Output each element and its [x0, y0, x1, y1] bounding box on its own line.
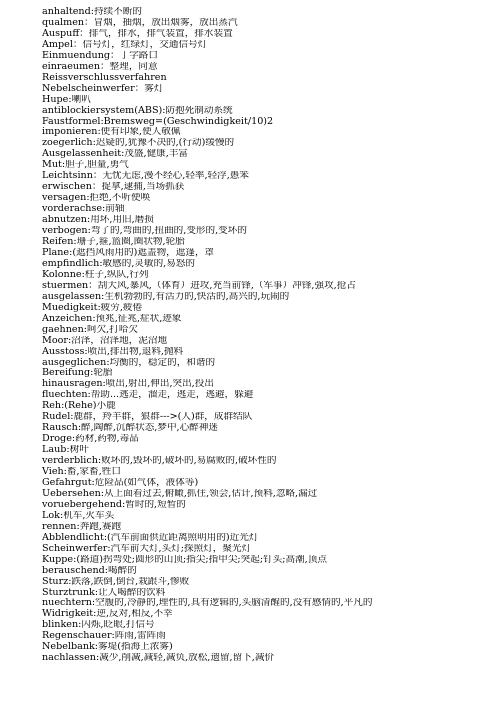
vocab-entry: hinausragen:喷出,射出,伸出,突出,投出	[42, 379, 214, 390]
vocab-entry: antiblockiersystem(ABS):防抱死制动系统	[42, 105, 233, 116]
vocab-entry: Muedigkeit:疲劳,疲倦	[42, 302, 143, 313]
vocab-entry: abnutzen:用坏,用旧,磨损	[42, 215, 154, 226]
vocab-entry: Nebelscheinwerfer：雾灯	[42, 83, 164, 94]
vocab-entry: Ampel：信号灯，红绿灯，交通信号灯	[42, 39, 208, 50]
vocab-entry: einraeumen：整理，同意	[42, 61, 158, 72]
vocab-entry: Moor:沼泽，沼泽地，泥沼地	[42, 335, 168, 346]
vocab-entry: Gefahrgut:危险品(如气体，液体等)	[42, 477, 199, 488]
vocab-entry: qualmen：冒烟，抽烟，放出烟雾，放出蒸汽	[42, 17, 238, 28]
vocab-entry: Einmuendung：丁字路口	[42, 50, 158, 61]
vocab-entry: versagen:拒绝,不听使唤	[42, 193, 151, 204]
vocab-entry: empfindlich:敏感的,灵敏的,易怒的	[42, 258, 195, 269]
vocab-entry: Reh:(Rehe)小鹿	[42, 401, 116, 412]
vocab-entry: Anzeichen:预兆,征兆,症状,迹象	[42, 313, 182, 324]
vocab-entry: rennen:奔跑,赛跑	[42, 521, 122, 532]
vocab-entry: Regenschauer:阵雨,雷阵雨	[42, 631, 166, 642]
vocab-entry: Rudel:鹿群，羚羊群，狼群--->(人)群，成群结队	[42, 412, 253, 423]
vocab-entry: Scheinwerfer:汽车前大灯,头灯;探照灯，聚光灯	[42, 543, 252, 554]
vocab-entry: Reifen:珊子,箍,篮圈,圈状物,轮胎	[42, 237, 185, 248]
vocab-entry: Vieh:畜,家畜,牲口	[42, 467, 121, 478]
vocab-entry: Nebelbank:雾堤(指海上浓雾)	[42, 642, 173, 653]
vocab-entry: Faustformel:Bremsweg=(Geschwindigkeit/10)2	[42, 116, 274, 127]
vocab-entry: verbogen:弯了的,弯曲的,扭曲的,变形的,变坏的	[42, 226, 247, 237]
vocab-entry: Kuppe:(路道)拐弯处;圆形的山顶;指尖;指甲尖;突起;钉头;高潮,顶点	[42, 554, 327, 565]
vocab-entry: ausgeglichen:均衡的，稳定的，和谐的	[42, 357, 216, 368]
vocab-entry: erwischen：捉拿,逮捕,当场抓获	[42, 182, 185, 193]
vocab-entry: berauschend:喝醉的	[42, 565, 137, 576]
vocab-entry: Ausgelassenheit:茂盛,健康,丰富	[42, 149, 189, 160]
vocab-entry: Bereifung:轮胎	[42, 368, 113, 379]
vocab-entry: Sturztrunk:让人喝醉的饮料	[42, 587, 166, 598]
vocab-entry: ausgelassen:生机勃勃的,有活力的,快活的,高兴的,玩闹的	[42, 291, 290, 302]
vocab-entry: Kolonne:柱子,纵队,行列	[42, 269, 149, 280]
vocab-entry: verderblich:败坏的,毁坏的,破坏的,易腐败的,破坏性的	[42, 456, 277, 467]
vocab-entry: nachlassen:减少,削减,减轻,减负,放松,遗留,留下,减价	[42, 653, 275, 664]
vocab-entry: Hupe:喇叭	[42, 94, 91, 105]
vocab-entry: imponieren:使有印象,使人敬佩	[42, 127, 181, 138]
vocab-entry: Abblendlicht:(汽车前面供近距离照明用的)近光灯	[42, 532, 259, 543]
vocab-entry: Ausstoss:喷出,排出物,退料,抛料	[42, 346, 184, 357]
vocab-entry: Widrigkeit:逆,反对,相反,不幸	[42, 609, 173, 620]
vocab-entry: Sturz:跌落,跌倒,倒台,栽跟斗,惨败	[42, 576, 190, 587]
vocab-entry: blinken:闪烁,眨眼,打信号	[42, 620, 155, 631]
vocab-entry: voruebergehend:暂时的,短暂的	[42, 499, 186, 510]
vocab-entry: fluechten:帮助...逃走，溜走，逃走，逃避，躲避	[42, 390, 254, 401]
vocab-entry: vorderachse:前轴	[42, 204, 125, 215]
vocab-entry: stuermen：刮大风,暴风,（体育）进攻,充当前锋,（军事）冲锋,强攻,抢占	[42, 280, 356, 291]
vocab-entry: gaehnen:呵欠,打哈欠	[42, 324, 139, 335]
vocab-entry: Reissverschlussverfahren	[42, 72, 167, 83]
vocab-entry: Laub:树叶	[42, 445, 89, 456]
vocab-entry: Leichtsinn：无忧无虑,漫不经心,轻率,轻浮,愚笨	[42, 171, 249, 182]
vocab-entry: Droge:药材,药物,毒品	[42, 434, 139, 445]
vocab-entry: zoegerlich:迟疑的,犹豫不决的,(行动)缓慢的	[42, 138, 235, 149]
vocab-entry: anhaltend:持续不断的	[42, 7, 142, 17]
vocab-entry: Mut:胆子,胆量,勇气	[42, 160, 129, 171]
vocab-entry: Auspuff：排气，排水，排气装置，排水装置	[42, 28, 233, 39]
vocab-entry: Lok:机车,火车头	[42, 510, 115, 521]
vocab-entry: nuechtern:空腹的,冷静的,理性的,具有逻辑的,头脑清醒的,没有感情的,平凡的	[42, 598, 373, 609]
vocab-entry: Uebersehen:从上面看过去,俯瞰,抓住,领会,估计,预料,忽略,漏过	[42, 488, 318, 499]
vocab-entry: Rausch:醉,陶醉,沉醉状态,梦中,心醉神迷	[42, 423, 218, 434]
vocab-entry: Plane:(遮挡风雨用的)遮盖物，遮篷，罩	[42, 247, 215, 258]
